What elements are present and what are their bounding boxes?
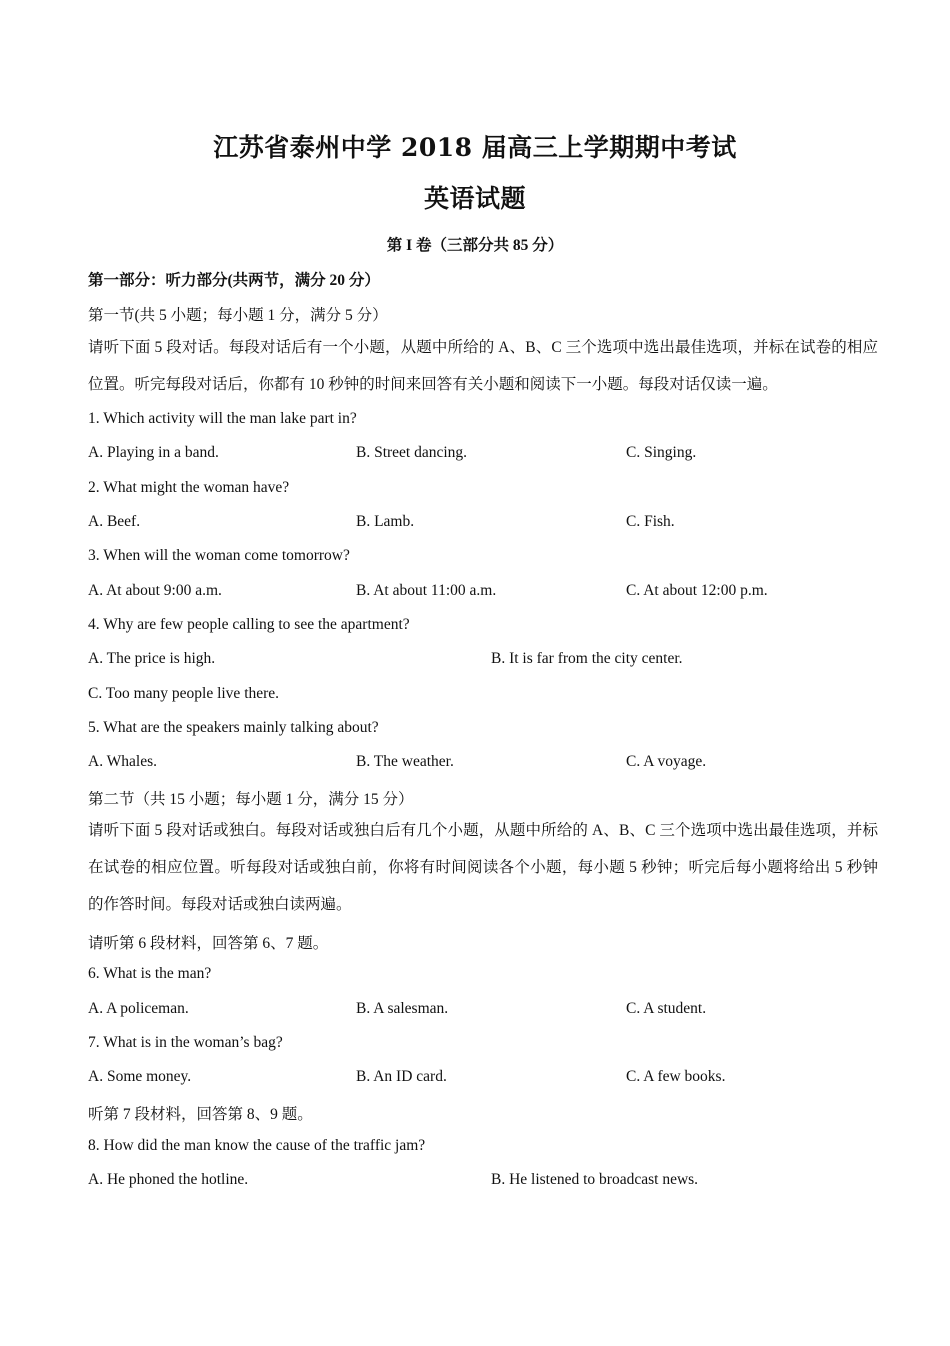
part1-heading: 第一部分：听力部分(共两节，满分 20 分） (88, 272, 380, 289)
option-b: B. It is far from the city center. (491, 650, 683, 667)
option-a: A. Playing in a band. (88, 444, 219, 461)
option-b: B. Lamb. (356, 513, 415, 530)
option-a: A. Whales. (88, 753, 158, 770)
option-a: A. At about 9:00 a.m. (88, 582, 222, 599)
option-b: B. He listened to broadcast news. (491, 1171, 699, 1188)
option-a: A. Beef. (88, 513, 141, 530)
option-c: C. Fish. (626, 513, 675, 530)
option-a: A. Some money. (88, 1068, 192, 1085)
section1-heading: 第一节(共 5 小题；每小题 1 分，满分 5 分） (88, 307, 388, 324)
section1-instructions: 请听下面 5 段对话。每段对话后有一个小题，从题中所给的 A、B、C 三个选项中选出最佳选项，并标在试卷的相应位置。听完每段对话后，你都有 10 秒钟的时间来回答有关小题和阅读下一小题。每段对话仅读一遍。 (88, 339, 878, 393)
question-text: 2. What might the woman have? (88, 479, 290, 496)
section2-heading: 第二节（共 15 小题；每小题 1 分，满分 15 分） (88, 791, 414, 808)
question-text: 8. How did the man know the cause of the traffic jam? (88, 1137, 426, 1154)
question-text: 6. What is the man? (88, 965, 212, 982)
question-text: 3. When will the woman come tomorrow? (88, 547, 350, 564)
option-a: A. A policeman. (88, 1000, 189, 1017)
option-c: C. Too many people live there. (88, 685, 280, 702)
option-b: B. Street dancing. (356, 444, 468, 461)
option-c: C. A voyage. (626, 753, 707, 770)
option-c: C. A few books. (626, 1068, 726, 1085)
option-c: C. At about 12:00 p.m. (626, 582, 768, 599)
question-text: 1. Which activity will the man lake part in? (88, 410, 357, 427)
volume-heading: 第 I 卷（三部分共 85 分） (386, 237, 564, 254)
question-text: 7. What is in the woman’s bag? (88, 1034, 283, 1051)
option-b: B. The weather. (356, 753, 454, 770)
option-c: C. Singing. (626, 444, 697, 461)
option-a: A. The price is high. (88, 650, 216, 667)
option-a: A. He phoned the hotline. (88, 1171, 249, 1188)
material-note: 请听第 6 段材料，回答第 6、7 题。 (88, 935, 329, 952)
option-c: C. A student. (626, 1000, 707, 1017)
option-b: B. A salesman. (356, 1000, 449, 1017)
question-text: 5. What are the speakers mainly talking about? (88, 719, 379, 736)
exam-subtitle: 英语试题 (423, 184, 526, 213)
option-b: B. At about 11:00 a.m. (356, 582, 497, 599)
material-note: 听第 7 段材料，回答第 8、9 题。 (88, 1106, 313, 1123)
exam-title: 江苏省泰州中学 2018 届高三上学期期中考试 (213, 133, 737, 162)
option-b: B. An ID card. (356, 1068, 447, 1085)
question-text: 4. Why are few people calling to see the apartment? (88, 616, 410, 633)
section2-instructions: 请听下面 5 段对话或独白。每段对话或独白后有几个小题，从题中所给的 A、B、C 三个选项中选出最佳选项，并标在试卷的相应位置。听每段对话或独白前，你将有时间阅读各个小题，每小题 5 秒钟；听完后每小题将给出 5 秒钟的作答时间。每段对话或独白读两遍。 (88, 822, 878, 913)
